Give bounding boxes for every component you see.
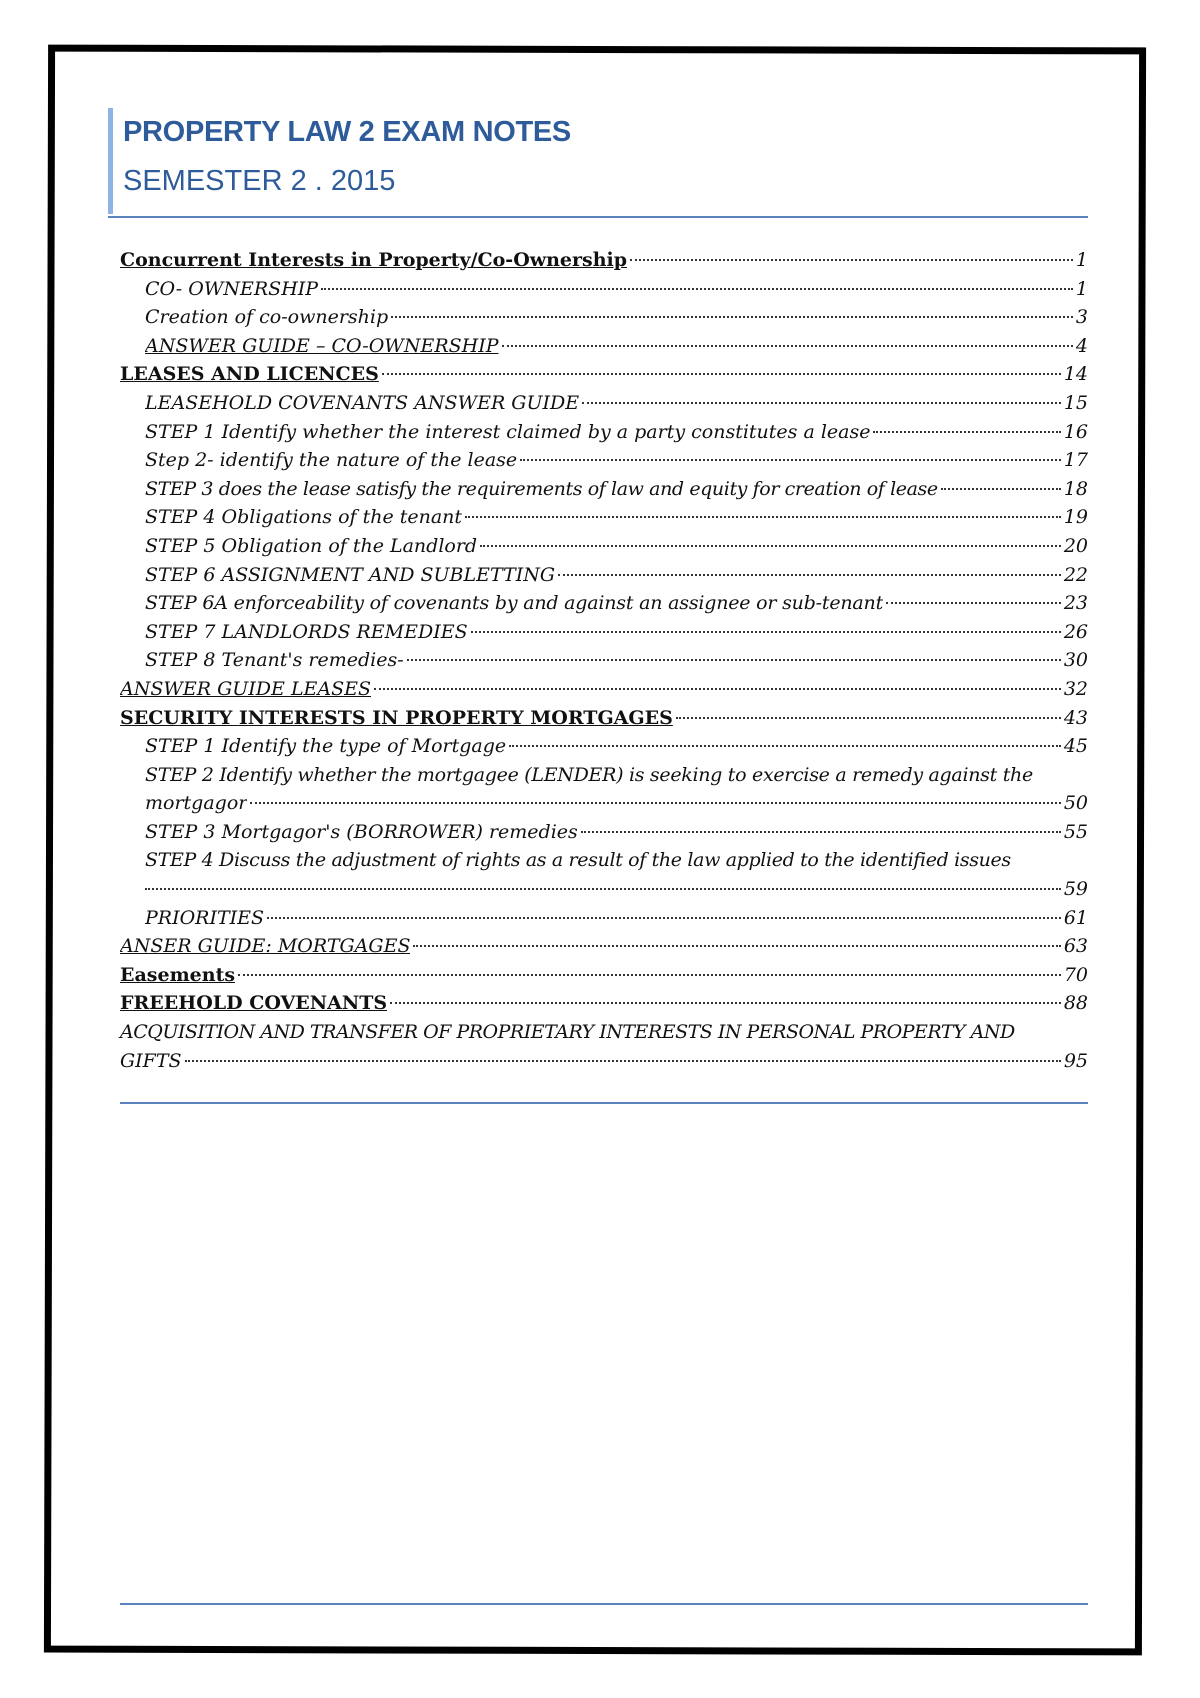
toc-entry-page: 23 xyxy=(1063,592,1088,615)
toc-leader xyxy=(374,688,1061,690)
toc-entry[interactable] xyxy=(120,561,1088,590)
toc-entry[interactable] xyxy=(120,732,1088,761)
title-rule xyxy=(108,216,1088,218)
title-block xyxy=(108,108,1088,214)
toc-entry-wrapped[interactable] xyxy=(120,846,1088,903)
toc-entry-title: ACQUISITION AND TRANSFER OF PROPRIETARY INTERESTS IN PERSONAL PROPERTY AND xyxy=(120,1021,1015,1044)
toc-leader xyxy=(502,345,1073,347)
toc-leader xyxy=(480,545,1061,547)
toc-entry-title: CO- OWNERSHIP xyxy=(145,277,319,300)
toc-entry-title-cont: mortgagor xyxy=(145,792,248,815)
toc-entry[interactable] xyxy=(120,904,1088,933)
toc-entry-page: 19 xyxy=(1063,506,1088,529)
toc-entry[interactable] xyxy=(120,389,1088,418)
toc-entry-title: STEP 4 Discuss the adjustment of rights as a result of the law applied to the identified issues xyxy=(145,849,1011,872)
toc-entry-page: 1 xyxy=(1075,249,1088,271)
toc-leader xyxy=(471,631,1061,633)
toc-entry-page: 55 xyxy=(1063,820,1088,843)
toc-entry-mortgages[interactable] xyxy=(120,704,1088,733)
toc-leader xyxy=(321,288,1073,290)
toc-entry-title: LEASES AND LICENCES xyxy=(120,363,379,386)
toc-entry-title: STEP 6A enforceability of covenants by and against an assignee or sub-tenant xyxy=(145,592,884,615)
toc-entry-page: 3 xyxy=(1075,306,1088,329)
toc-entry-title-cont: GIFTS xyxy=(120,1049,182,1072)
toc-entry-continuation xyxy=(145,875,1088,904)
toc-entry-title: STEP 1 Identify whether the interest claimed by a party constitutes a lease xyxy=(145,420,871,443)
toc-entry-title: STEP 7 LANDLORDS REMEDIES xyxy=(145,620,468,643)
toc-entry[interactable] xyxy=(120,418,1088,447)
document-title: PROPERTY LAW 2 EXAM NOTES xyxy=(123,116,571,148)
toc-leader xyxy=(390,1002,1061,1004)
toc-leader xyxy=(886,602,1061,604)
toc-entry-page: 50 xyxy=(1063,792,1088,815)
toc-entry[interactable] xyxy=(120,475,1088,504)
document-subtitle: SEMESTER 2 . 2015 xyxy=(123,165,396,197)
toc-entry-easements[interactable] xyxy=(120,961,1088,990)
toc-entry-continuation xyxy=(120,1047,1088,1076)
toc-entry-page: 88 xyxy=(1063,992,1088,1015)
toc-entry-page: 61 xyxy=(1063,906,1088,929)
toc-entry-answer-guide-mortgages[interactable] xyxy=(120,932,1088,961)
toc-entry-title: STEP 6 ASSIGNMENT AND SUBLETTING xyxy=(145,563,556,586)
footer-rule xyxy=(120,1603,1088,1605)
toc-entry-title: STEP 3 Mortgagor's (BORROWER) remedies xyxy=(145,820,578,843)
toc-entry[interactable] xyxy=(120,332,1088,361)
toc-entry-page: 20 xyxy=(1063,534,1088,557)
toc-entry-page: 30 xyxy=(1063,649,1088,672)
toc-leader xyxy=(630,259,1073,261)
toc-entry-page: 1 xyxy=(1075,277,1088,300)
toc-entry-title: Concurrent Interests in Property/Co-Ownership xyxy=(120,249,628,271)
toc-entry-wrapped[interactable] xyxy=(120,1018,1088,1075)
toc-leader xyxy=(407,659,1061,661)
toc-entry-title: Step 2- identify the nature of the lease xyxy=(145,449,518,472)
toc-entry-answer-guide-leases[interactable] xyxy=(120,675,1088,704)
toc-entry-title: STEP 5 Obligation of the Landlord xyxy=(145,534,478,557)
toc-leader xyxy=(873,431,1060,433)
toc-entry[interactable] xyxy=(120,818,1088,847)
toc-leader xyxy=(509,745,1061,747)
toc-entry-freehold-covenants[interactable] xyxy=(120,989,1088,1018)
toc-entry-page: 43 xyxy=(1063,706,1088,729)
toc-leader xyxy=(238,974,1061,976)
toc-end-rule xyxy=(120,1102,1088,1104)
toc-leader xyxy=(250,802,1060,804)
toc-entry[interactable] xyxy=(120,646,1088,675)
toc-leader xyxy=(267,917,1061,919)
toc-entry-title: SECURITY INTERESTS IN PROPERTY MORTGAGES xyxy=(120,706,673,729)
toc-leader xyxy=(582,402,1061,404)
toc-entry[interactable] xyxy=(120,532,1088,561)
toc-entry[interactable] xyxy=(120,503,1088,532)
toc-entry-page: 17 xyxy=(1063,449,1088,472)
toc-entry-title: STEP 3 does the lease satisfy the requirements of law and equity for creation of lease xyxy=(145,477,938,500)
toc-entry-title: FREEHOLD COVENANTS xyxy=(120,992,388,1015)
toc-entry[interactable] xyxy=(120,589,1088,618)
toc-entry-title: ANSWER GUIDE – CO-OWNERSHIP xyxy=(145,334,499,357)
toc-entry[interactable] xyxy=(120,303,1088,332)
toc-leader xyxy=(941,488,1061,490)
toc-entry-title: Creation of co-ownership xyxy=(145,306,389,329)
toc-leader xyxy=(413,945,1060,947)
toc-leader xyxy=(185,1060,1061,1062)
toc-entry[interactable] xyxy=(120,275,1088,304)
toc-entry-page: 32 xyxy=(1063,677,1088,700)
table-of-contents xyxy=(120,246,1088,1075)
toc-entry-page: 16 xyxy=(1063,420,1088,443)
toc-entry-page: 45 xyxy=(1063,735,1088,758)
toc-leader xyxy=(676,717,1061,719)
toc-entry-page: 95 xyxy=(1063,1049,1088,1072)
toc-leader xyxy=(558,574,1061,576)
toc-entry-title: ANSER GUIDE: MORTGAGES xyxy=(120,935,411,958)
toc-entry-title: PRIORITIES xyxy=(145,906,265,929)
toc-entry-title: STEP 4 Obligations of the tenant xyxy=(145,506,463,529)
toc-entry-wrapped[interactable] xyxy=(120,761,1088,818)
toc-entry-title: STEP 8 Tenant's remedies- xyxy=(145,649,404,672)
toc-entry-title: LEASEHOLD COVENANTS ANSWER GUIDE xyxy=(145,391,580,414)
toc-leader xyxy=(465,516,1061,518)
toc-entry-title: ANSWER GUIDE LEASES xyxy=(120,677,372,700)
toc-entry-page: 26 xyxy=(1063,620,1088,643)
toc-leader xyxy=(382,373,1061,375)
toc-leader xyxy=(145,888,1061,890)
toc-entry-page: 15 xyxy=(1063,391,1088,414)
toc-entry[interactable] xyxy=(120,618,1088,647)
toc-entry-page: 63 xyxy=(1063,935,1088,958)
toc-entry-page: 14 xyxy=(1063,363,1088,386)
toc-entry-title: STEP 1 Identify the type of Mortgage xyxy=(145,735,507,758)
toc-entry-title: STEP 2 Identify whether the mortgagee (LENDER) is seeking to exercise a remedy against the xyxy=(145,763,1033,786)
toc-entry-page: 70 xyxy=(1063,963,1088,986)
toc-leader xyxy=(520,459,1061,461)
toc-entry-page: 22 xyxy=(1063,563,1088,586)
toc-entry-page: 18 xyxy=(1063,477,1088,500)
toc-entry-leases[interactable] xyxy=(120,360,1088,389)
toc-entry-page: 59 xyxy=(1063,878,1088,901)
toc-entry-page: 4 xyxy=(1075,334,1088,357)
toc-entry-title: Easements xyxy=(120,963,236,986)
toc-leader xyxy=(581,831,1061,833)
toc-entry-continuation xyxy=(145,789,1088,818)
toc-leader xyxy=(391,316,1073,318)
toc-entry[interactable] xyxy=(120,446,1088,475)
toc-entry-co-ownership[interactable] xyxy=(120,246,1088,275)
